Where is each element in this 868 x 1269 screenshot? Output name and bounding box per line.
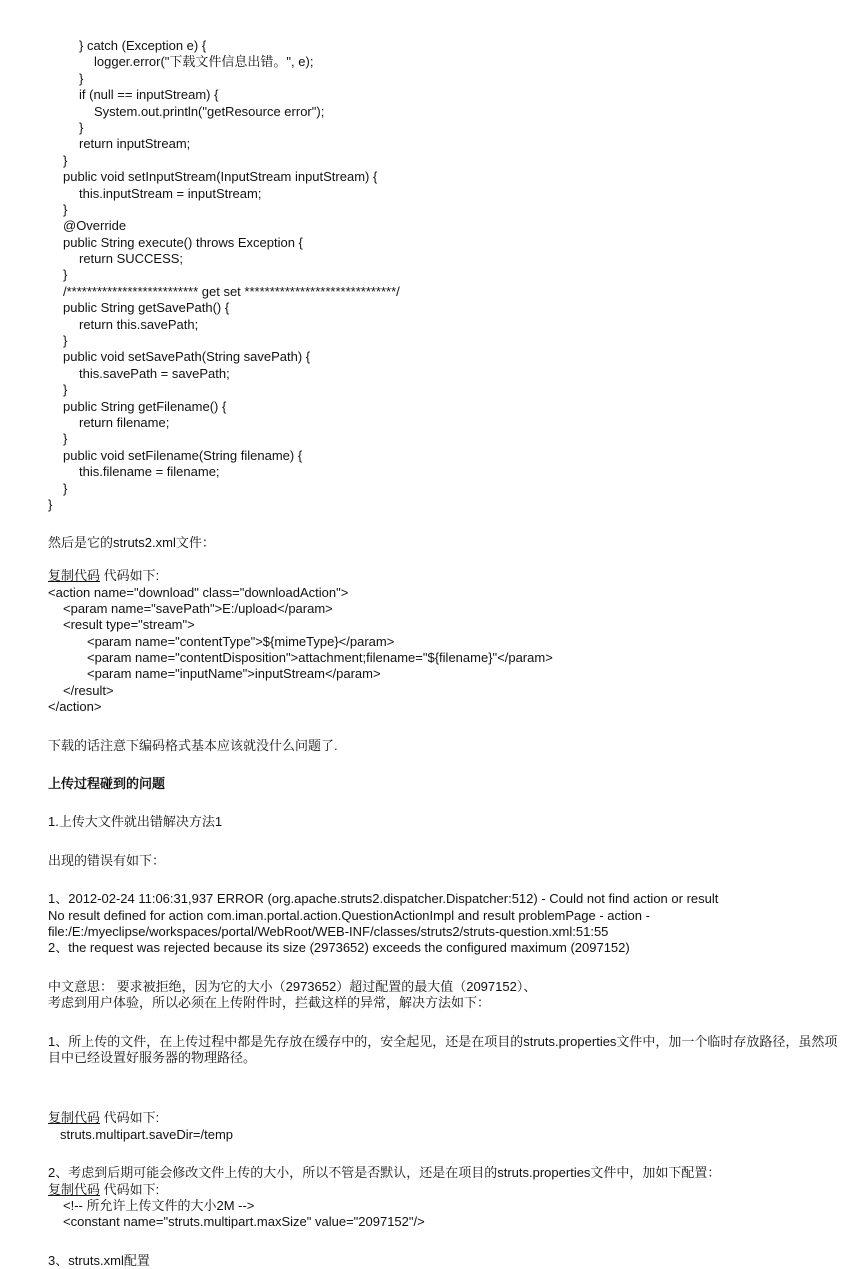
code-line: return filename; xyxy=(79,414,170,430)
code-line: } xyxy=(63,480,68,496)
code-line: } xyxy=(63,382,68,398)
code-line: logger.error("下载文件信息出错。", e); xyxy=(94,54,314,70)
java-code-block xyxy=(48,38,838,513)
error-line: No result defined for action com.iman.portal.action.QuestionActionImpl and result problemPage - action - xyxy=(48,907,650,923)
solution-3: 3、struts.xml配置 xyxy=(48,1252,150,1268)
error-line: 2、the request was rejected because its size (2973652) exceeds the configured maximum (2097152) xyxy=(48,940,630,956)
properties-code-line: struts.multipart.saveDir=/temp xyxy=(60,1126,234,1142)
code-caption-suffix: 代码如下: xyxy=(100,1110,160,1126)
constant-code-line: <constant name="struts.multipart.maxSize" value="2097152"/> xyxy=(63,1214,425,1230)
upload-item-1: 1.上传大文件就出错解决方法1 xyxy=(48,814,223,830)
code-line: public String execute() throws Exception { xyxy=(63,234,303,250)
code-caption xyxy=(48,568,838,584)
code-line: return this.savePath; xyxy=(79,316,199,332)
code-line: <param name="inputName">inputStream</param> xyxy=(87,666,381,682)
section-heading: 上传过程碰到的问题 xyxy=(48,776,166,792)
code-line: public void setInputStream(InputStream inputStream) { xyxy=(63,169,378,185)
code-caption xyxy=(48,1110,838,1126)
download-note: 下载的话注意下编码格式基本应该就没什么问题了. xyxy=(48,737,338,753)
solution-2: 2、考虑到后期可能会修改文件上传的大小，所以不管是否默认，还是在项目的struts.properties文件中，加如下配置： xyxy=(48,1165,721,1181)
code-line: @Override xyxy=(63,218,127,234)
code-line: } xyxy=(63,267,68,283)
code-line: /************************** get set ******************************/ xyxy=(63,283,400,299)
code-line: } xyxy=(79,119,84,135)
code-line: </result> xyxy=(63,682,114,698)
code-line: this.savePath = savePath; xyxy=(79,365,230,381)
error-list xyxy=(48,891,838,957)
code-line: return SUCCESS; xyxy=(79,251,184,267)
code-line: <result type="stream"> xyxy=(63,617,195,633)
code-caption-suffix: 代码如下: xyxy=(100,1181,160,1197)
code-line: if (null == inputStream) { xyxy=(79,87,219,103)
copy-code-link[interactable]: 复制代码 xyxy=(48,1181,101,1197)
code-line: public String getFilename() { xyxy=(63,398,227,414)
code-line: } xyxy=(79,70,84,86)
copy-code-link[interactable]: 复制代码 xyxy=(48,568,101,584)
code-line: } xyxy=(63,201,68,217)
constant-code-line: <!-- 所允许上传文件的大小2M --> xyxy=(63,1198,255,1214)
code-line: this.filename = filename; xyxy=(79,464,220,480)
meaning-line: 考虑到用户体验，所以必须在上传附件时，拦截这样的异常，解决方法如下： xyxy=(48,995,491,1011)
code-line: <param name="contentType">${mimeType}</param> xyxy=(87,633,395,649)
code-line: <param name="contentDisposition">attachment;filename="${filename}"</param> xyxy=(87,650,553,666)
document-page xyxy=(48,38,838,1269)
code-line: } xyxy=(63,431,68,447)
meaning-block xyxy=(48,979,838,1012)
code-line: this.inputStream = inputStream; xyxy=(79,185,262,201)
code-line: </action> xyxy=(48,699,102,715)
code-line: System.out.println("getResource error"); xyxy=(94,103,325,119)
code-line: <param name="savePath">E:/upload</param> xyxy=(63,600,333,616)
code-line: } xyxy=(48,496,53,512)
xml-code-block xyxy=(48,585,838,716)
code-line: return inputStream; xyxy=(79,136,191,152)
code-line: public void setSavePath(String savePath) { xyxy=(63,349,311,365)
code-caption xyxy=(48,1182,838,1198)
intro-xml-text: 然后是它的struts2.xml文件： xyxy=(48,535,215,551)
code-line: } xyxy=(63,333,68,349)
code-line: public void setFilename(String filename) { xyxy=(63,447,303,463)
code-line: <action name="download" class="downloadAction"> xyxy=(48,584,349,600)
code-line: public String getSavePath() { xyxy=(63,300,230,316)
copy-code-link[interactable]: 复制代码 xyxy=(48,1110,101,1126)
solution-1: 1、所上传的文件，在上传过程中都是先存放在缓存中的，安全起见，还是在项目的struts.properties文件中，加一个临时存放路径，虽然项目中已经设置好服务器的物理路径。 xyxy=(48,1033,838,1066)
errors-intro: 出现的错误有如下： xyxy=(48,852,166,868)
error-line: file:/E:/myeclipse/workspaces/portal/WebRoot/WEB-INF/classes/struts2/struts-question.xml:51:55 xyxy=(48,924,609,940)
code-line: } catch (Exception e) { xyxy=(79,38,207,53)
code-line: } xyxy=(63,152,68,168)
code-caption-suffix: 代码如下: xyxy=(100,568,160,584)
meaning-line: 中文意思： 要求被拒绝，因为它的大小（2973652）超过配置的最大值（2097152）、 xyxy=(48,978,537,994)
error-line: 1、2012-02-24 11:06:31,937 ERROR (org.apache.struts2.dispatcher.Dispatcher:512) - Could not find action or result xyxy=(48,891,719,907)
